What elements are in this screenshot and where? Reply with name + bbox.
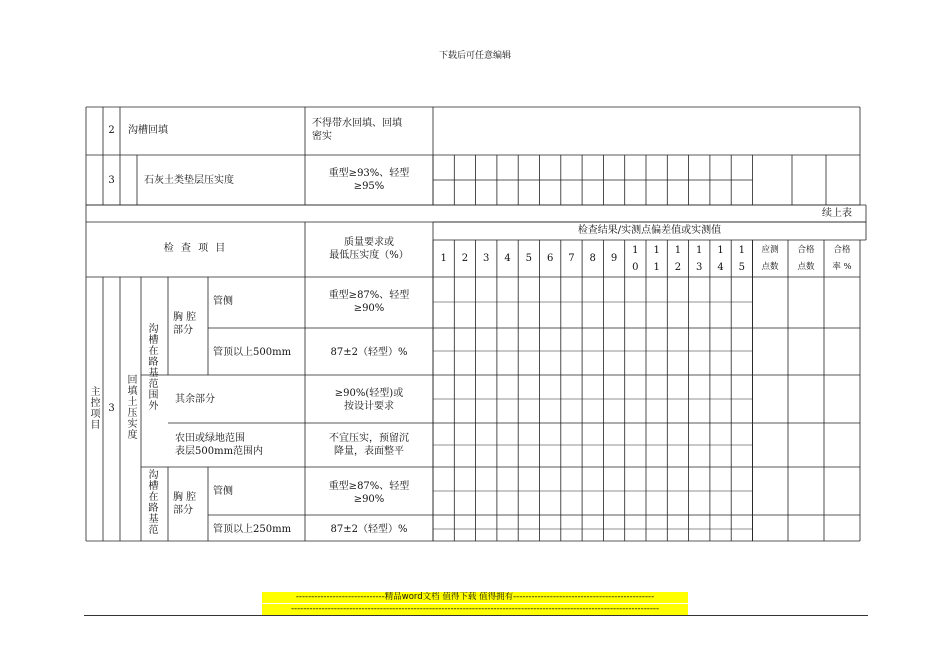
column-number: 1: [653, 262, 660, 273]
requirement: ≥90%: [353, 303, 385, 314]
requirement-header: 质量要求或: [344, 237, 394, 248]
expected-points-header: 点数: [761, 262, 779, 272]
column-number: 1: [738, 245, 746, 256]
qualified-points-header: 合格: [797, 245, 815, 255]
requirement: 重型≥87%、轻型: [328, 290, 410, 301]
expected-points-header: 应测: [761, 245, 779, 255]
row-number: 3: [108, 403, 115, 414]
row-number: 2: [108, 125, 115, 136]
column-number: 4: [717, 262, 724, 273]
chest-label: 胸 腔: [173, 492, 197, 503]
column-number: 3: [483, 253, 490, 264]
column-number: 7: [568, 253, 575, 264]
requirement: 87±2（轻型）%: [330, 347, 408, 358]
pipe-top-label: 管顶以上500mm: [213, 347, 292, 358]
column-number: 9: [610, 253, 618, 264]
outside-roadbed-label: 沟槽在路基范围外: [146, 323, 157, 411]
farmland-label: 表层500mm范围内: [175, 446, 264, 457]
column-number: 4: [504, 253, 511, 264]
page-header: 下载后可任意编辑: [438, 51, 511, 61]
inside-roadbed-label: 沟槽在路基范: [146, 469, 157, 535]
backfill-compaction-label: 回填土压实度: [125, 374, 136, 440]
pipe-top-label: 管顶以上250mm: [213, 524, 292, 535]
requirement: 降量，表面整平: [334, 446, 404, 457]
part-label: 部分: [173, 325, 193, 336]
column-number: 6: [546, 253, 554, 264]
requirement: 按设计要求: [344, 401, 394, 412]
requirement: ≥90%(轻型)或: [334, 388, 404, 399]
requirement: 重型≥93%、轻型: [328, 168, 410, 179]
continued-label: 续上表: [822, 208, 852, 219]
rest-part-label: 其余部分: [175, 394, 215, 405]
footer-banner: -----------------------------精品word文档 值得下载 值得拥有----------------------------------------------: [262, 592, 688, 603]
requirement: 87±2（轻型）%: [330, 524, 408, 535]
footer-banner: ------------------------------------------------------------------------------------------------------------------------: [262, 604, 688, 615]
requirement: 密实: [312, 131, 332, 142]
main-control-label: 主控项目: [88, 386, 99, 430]
requirement: 不得带水回填、回填: [312, 118, 402, 129]
requirement-header: 最低压实度（%）: [329, 250, 409, 261]
column-number: 2: [461, 253, 469, 264]
column-number: 1: [717, 245, 724, 256]
column-number: 5: [525, 253, 533, 264]
part-label: 部分: [173, 505, 193, 516]
pass-rate-header: 率 %: [832, 262, 852, 272]
qualified-points-header: 点数: [797, 262, 815, 272]
column-number: 0: [632, 262, 639, 273]
pipe-side-label: 管侧: [213, 296, 233, 307]
footer-divider: [84, 615, 868, 616]
item-name: 石灰土类垫层压实度: [144, 175, 234, 186]
column-number: 1: [632, 245, 639, 256]
column-number: 3: [696, 262, 703, 273]
column-number: 8: [589, 253, 596, 264]
requirement: 不宜压实，预留沉: [329, 433, 409, 444]
inspection-item-header: 检 查 项 目: [163, 243, 228, 254]
farmland-label: 农田或绿地范围: [175, 433, 245, 444]
chest-label: 胸 腔: [173, 312, 197, 323]
column-number: 1: [696, 245, 703, 256]
requirement: 重型≥87%、轻型: [328, 481, 410, 492]
results-header: 检查结果/实测点偏差值或实测值: [577, 225, 722, 236]
column-number: 2: [674, 262, 682, 273]
column-number: 1: [674, 245, 682, 256]
column-number: 1: [440, 253, 447, 264]
requirement: ≥95%: [353, 181, 385, 192]
requirement: ≥90%: [353, 494, 385, 505]
pass-rate-header: 合格: [833, 245, 851, 255]
column-number: 1: [653, 245, 660, 256]
item-name: 沟槽回填: [128, 125, 168, 136]
pipe-side-label: 管侧: [213, 486, 233, 497]
row-number: 3: [108, 175, 115, 186]
column-number: 5: [738, 262, 746, 273]
